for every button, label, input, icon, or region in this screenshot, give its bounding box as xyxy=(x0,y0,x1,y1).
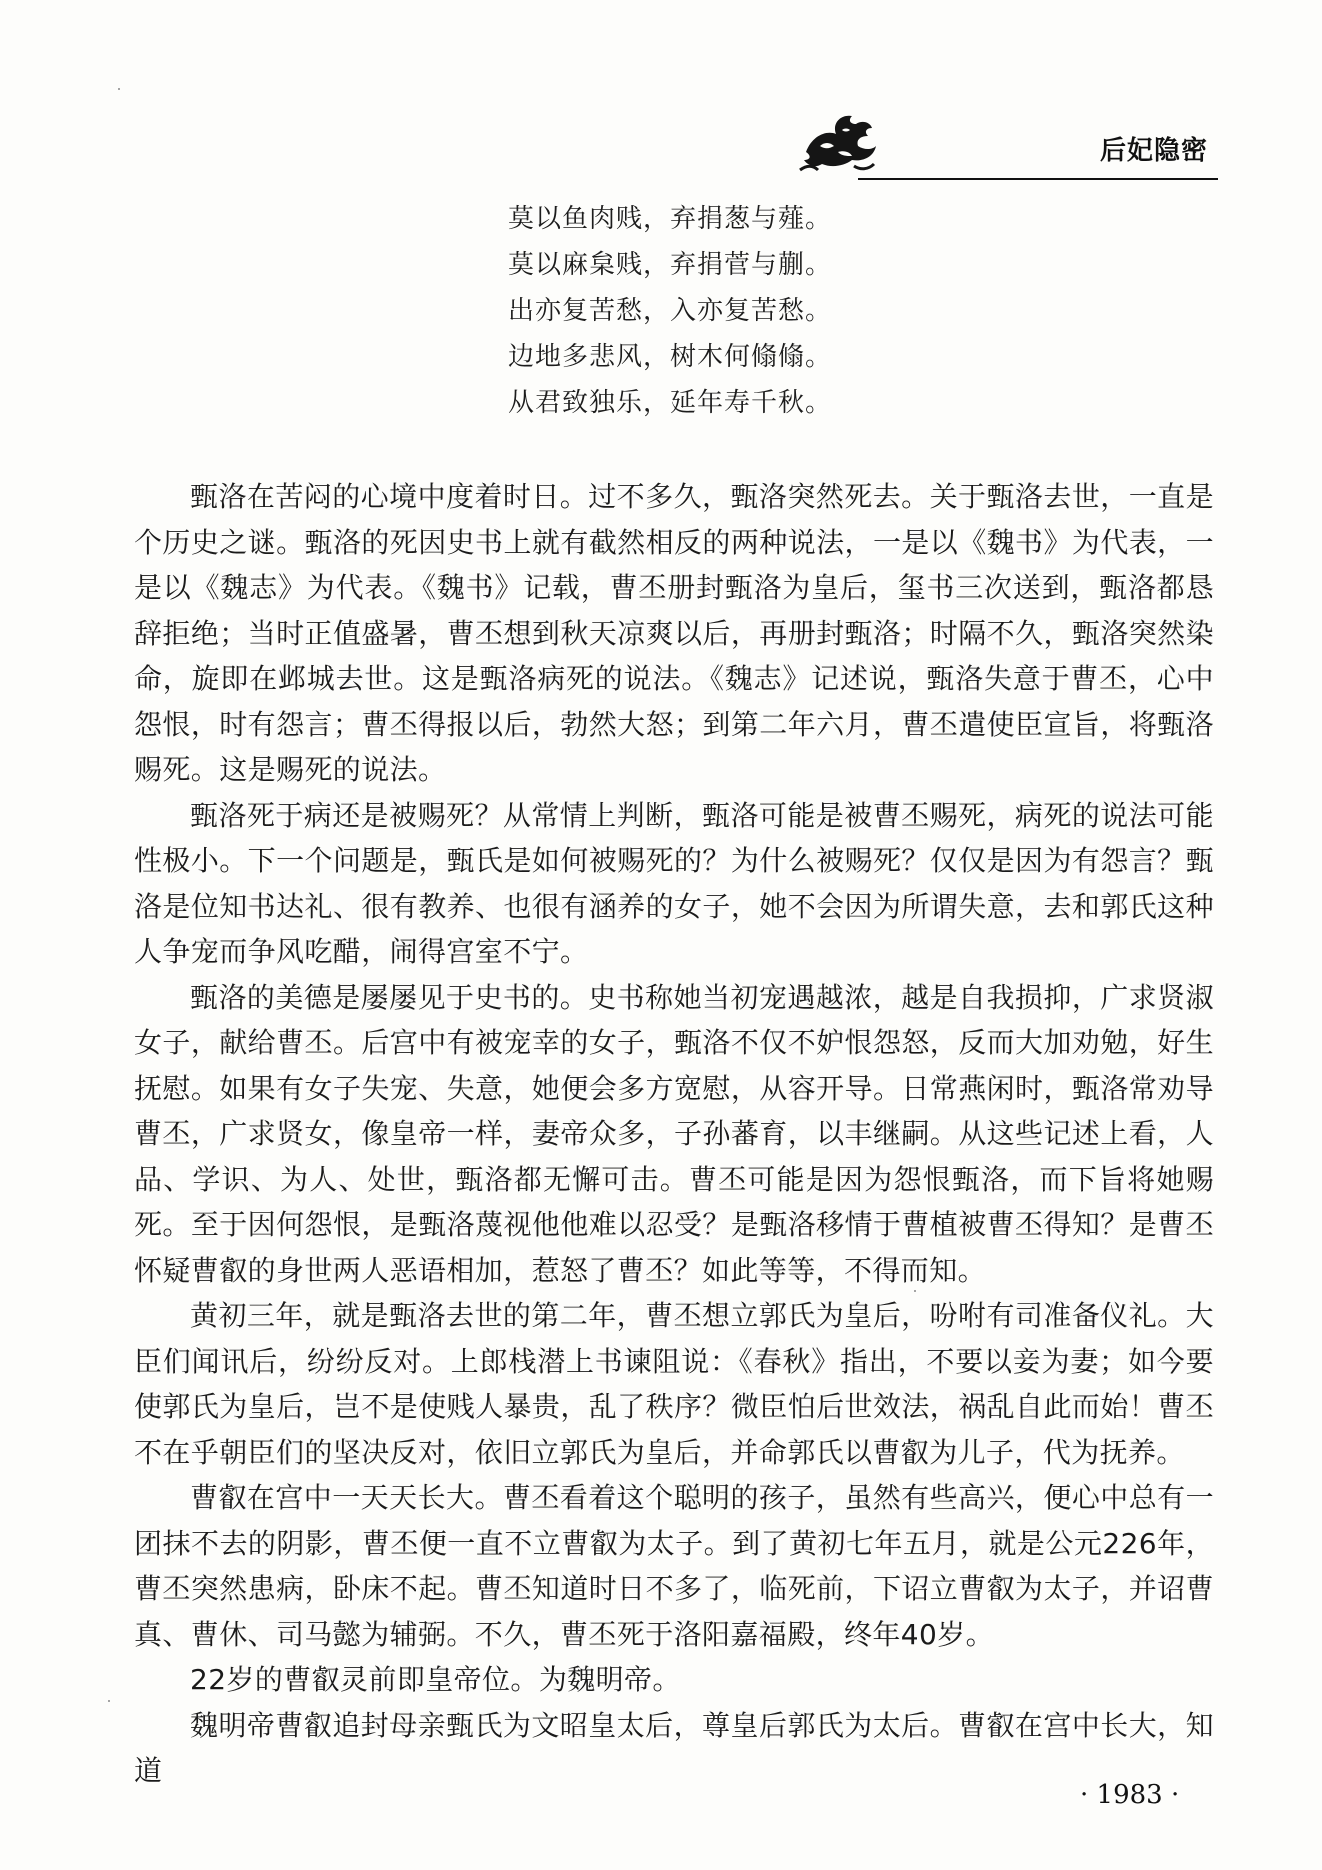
poem-block xyxy=(508,196,868,426)
scan-speck xyxy=(118,88,120,90)
header-title: 后妃隐密 xyxy=(1099,136,1208,166)
poem-line: 出亦复苦愁，入亦复苦愁。 xyxy=(508,296,833,326)
header-rule xyxy=(858,178,1218,180)
paragraph: 甄洛在苦闷的心境中度着时日。过不多久，甄洛突然死去。关于甄洛去世，一直是个历史之谜。甄洛的死因史书上就有截然相反的两种说法，一是以《魏书》为代表，一是以《魏志》为代表。《魏书》记载，曹丕册封甄洛为皇后，玺书三次送到，甄洛都恳辞拒绝；当时正值盛暑，曹丕想到秋天凉爽以后，再册封甄洛；时隔不久，甄洛突然染命，旋即在邺城去世。这是甄洛病死的说法。《魏志》记述说，甄洛失意于曹丕，心中怨恨，时有怨言；曹丕得报以后，勃然大怒；到第二年六月，曹丕遣使臣宣旨，将甄洛赐死。这是赐死的说法。 xyxy=(134,480,1214,786)
page-number: · 1983 · xyxy=(1080,1780,1180,1810)
dragon-icon xyxy=(798,106,880,174)
paragraph: 甄洛的美德是屡屡见于史书的。史书称她当初宠遇越浓，越是自我损抑，广求贤淑女子，献给曹丕。后宫中有被宠幸的女子，甄洛不仅不妒恨怨怒，反而大加劝勉，好生抚慰。如果有女子失宠、失意，她便会多方宽慰，从容开导。日常燕闲时，甄洛常劝导曹丕，广求贤女，像皇帝一样，妻帝众多，子孙蕃育，以丰继嗣。从这些记述上看，人品、学识、为人、处世，甄洛都无懈可击。曹丕可能是因为怨恨甄洛，而下旨将她赐死。至于因何怨恨，是甄洛蔑视他他难以忍受？是甄洛移情于曹植被曹丕得知？是曹丕怀疑曹叡的身世两人恶语相加，惹怒了曹丕？如此等等，不得而知。 xyxy=(134,980,1214,1287)
poem-line: 莫以麻枲贱，弃捐菅与蒯。 xyxy=(508,250,833,280)
poem-line: 莫以鱼肉贱，弃捐葱与薤。 xyxy=(508,204,833,234)
scan-speck xyxy=(108,1700,110,1702)
paragraph: 曹叡在宫中一天天长大。曹丕看着这个聪明的孩子，虽然有些高兴，便心中总有一团抹不去的阴影，曹丕便一直不立曹叡为太子。到了黄初七年五月，就是公元226年，曹丕突然患病，卧床不起。曹丕知道时日不多了，临死前，下诏立曹叡为太子，并诏曹真、曹休、司马懿为辅弼。不久，曹丕死于洛阳嘉福殿，终年40岁。 xyxy=(134,1481,1214,1651)
scan-speck xyxy=(914,1290,916,1292)
paragraph: 甄洛死于病还是被赐死？从常情上判断，甄洛可能是被曹丕赐死，病死的说法可能性极小。下一个问题是，甄氏是如何被赐死的？为什么被赐死？仅仅是因为有怨言？甄洛是位知书达礼、很有教养、也很有涵养的女子，她不会因为所谓失意，去和郭氏这种人争宠而争风吃醋，闹得宫室不宁。 xyxy=(134,798,1214,968)
running-header xyxy=(778,100,1218,182)
paragraph: 魏明帝曹叡追封母亲甄氏为文昭皇太后，尊皇后郭氏为太后。曹叡在宫中长大，知道 xyxy=(134,1708,1214,1787)
poem-line: 从君致独乐，延年寿千秋。 xyxy=(508,388,833,418)
body-text xyxy=(134,474,1214,1794)
poem-line: 边地多悲风，树木何翛翛。 xyxy=(508,342,833,372)
paragraph: 黄初三年，就是甄洛去世的第二年，曹丕想立郭氏为皇后，吩咐有司准备仪礼。大臣们闻讯后，纷纷反对。上郎栈潜上书谏阻说：《春秋》指出，不要以妾为妻；如今要使郭氏为皇后，岂不是使贱人暴贵，乱了秩序？微臣怕后世效法，祸乱自此而始！曹丕不在乎朝臣们的坚决反对，依旧立郭氏为皇后，并命郭氏以曹叡为儿子，代为抚养。 xyxy=(134,1299,1214,1469)
paragraph: 22岁的曹叡灵前即皇帝位。为魏明帝。 xyxy=(190,1663,681,1696)
